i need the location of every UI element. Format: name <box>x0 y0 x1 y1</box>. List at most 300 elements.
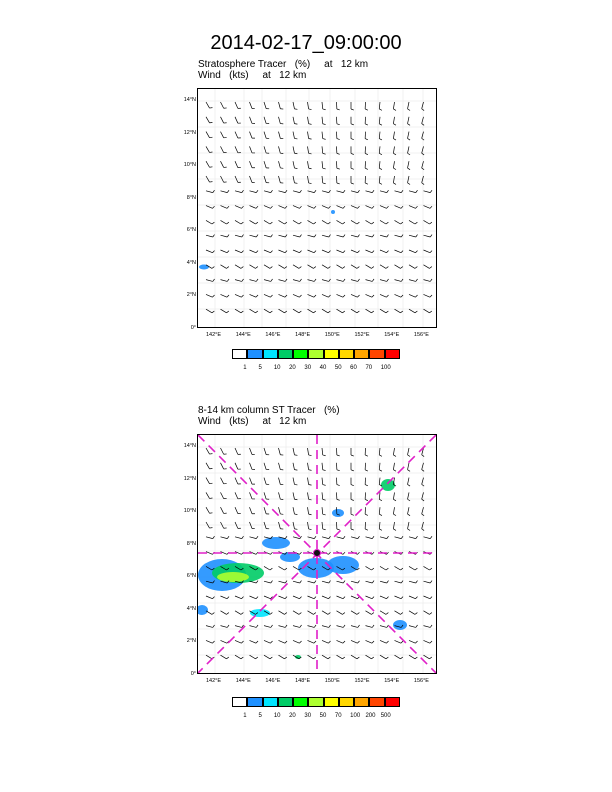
wind-barb <box>395 611 403 615</box>
wind-barb <box>337 206 346 209</box>
wind-barb <box>279 309 287 313</box>
wind-barb <box>366 190 375 192</box>
wind-barb <box>380 220 388 224</box>
wind-barb <box>264 250 273 253</box>
wind-barb <box>380 250 389 253</box>
wind-barb <box>395 655 403 659</box>
wind-barb <box>351 294 360 297</box>
wind-barb <box>235 640 244 643</box>
wind-barb <box>250 250 259 253</box>
wind-barb <box>221 279 230 281</box>
wind-barb <box>206 250 215 253</box>
wind-barb <box>235 132 241 138</box>
wind-barb <box>380 566 388 570</box>
tracer-patch <box>199 265 209 270</box>
wind-barb <box>206 536 215 538</box>
wind-barb <box>235 294 244 297</box>
wind-barb <box>322 640 331 643</box>
wind-barb <box>409 596 418 599</box>
colorbar-label: 30 <box>304 365 312 371</box>
wind-barb <box>365 146 368 154</box>
lon-tick-label: 154°E <box>384 678 400 684</box>
lat-tick-label: 12°N <box>183 475 196 482</box>
lon-tick-label: 144°E <box>235 678 251 684</box>
colorbar-label: 10 <box>273 713 281 719</box>
wind-barb <box>308 161 312 169</box>
wind-barb <box>206 102 212 108</box>
wind-barb <box>250 146 256 153</box>
wind-barb <box>322 235 331 237</box>
wind-barb <box>395 640 404 643</box>
wind-barb <box>365 478 368 486</box>
colorbar-swatch <box>278 349 293 359</box>
wind-barb <box>206 492 212 498</box>
wind-barb <box>206 611 214 615</box>
wind-barb <box>250 265 258 269</box>
wind-barb <box>393 176 396 184</box>
wind-barb <box>206 309 214 313</box>
colorbar-swatch <box>354 349 369 359</box>
colorbar-label: 50 <box>334 365 342 371</box>
wind-barb <box>365 161 368 169</box>
wind-barb <box>206 235 215 237</box>
wind-barb <box>366 294 375 297</box>
wind-barb <box>264 566 272 570</box>
wind-barb <box>279 478 284 485</box>
wind-barb <box>380 235 389 237</box>
wind-barb <box>293 596 302 599</box>
wind-barb <box>279 265 287 269</box>
wind-barb <box>221 132 227 138</box>
wind-barb <box>351 625 360 627</box>
colorbar-label: 1 <box>243 365 247 371</box>
wind-barb <box>379 522 382 530</box>
wind-barb <box>322 176 326 184</box>
colorbar-swatch <box>339 697 354 707</box>
colorbar-label: 20 <box>289 365 296 371</box>
wind-barb <box>206 507 212 513</box>
wind-barb <box>351 640 360 643</box>
wind-barb <box>322 522 326 530</box>
wind-barb <box>424 294 433 297</box>
wind-barb <box>366 536 375 538</box>
lat-tick-label: 12°N <box>183 129 196 136</box>
colorbar-label: 100 <box>350 713 361 719</box>
wind-barb <box>235 611 243 615</box>
wind-barb <box>279 492 284 499</box>
wind-barb <box>380 265 388 269</box>
wind-barb <box>293 507 297 514</box>
wind-barb <box>351 596 360 599</box>
wind-barb <box>293 220 301 224</box>
panel2-title-line2: Wind (kts) at 12 km <box>198 416 307 427</box>
wind-barb <box>264 478 269 485</box>
wind-barb <box>365 448 368 456</box>
wind-barb <box>322 309 330 313</box>
panel1-colorbar <box>232 349 400 359</box>
wind-barb <box>351 522 354 530</box>
wind-barb <box>409 640 418 643</box>
wind-barb <box>264 448 269 455</box>
wind-barb <box>351 235 360 237</box>
wind-barb <box>322 507 326 515</box>
wind-barb <box>206 206 215 209</box>
wind-barb <box>351 478 354 486</box>
panel1-map-svg <box>198 89 436 327</box>
wind-barb <box>264 279 273 281</box>
wind-barb <box>409 536 418 538</box>
wind-barb <box>250 176 256 183</box>
wind-barb <box>380 536 389 538</box>
colorbar-swatch <box>308 697 323 707</box>
wind-barb <box>221 655 229 659</box>
wind-barb <box>264 146 269 153</box>
wind-barb <box>337 265 345 269</box>
wind-barb <box>393 161 396 169</box>
wind-barb <box>409 250 418 253</box>
wind-barb <box>250 190 259 192</box>
wind-barb <box>409 265 417 269</box>
wind-barb <box>264 265 272 269</box>
wind-barb <box>250 522 256 529</box>
wind-barb <box>351 176 354 184</box>
wind-barb <box>379 117 382 125</box>
wind-barb <box>351 102 354 110</box>
wind-barb <box>250 492 256 499</box>
wind-barb <box>250 117 256 124</box>
wind-barb <box>351 463 354 471</box>
wind-barb <box>279 611 287 615</box>
lon-tick-label: 152°E <box>354 332 370 338</box>
wind-barb <box>424 250 433 253</box>
wind-barb <box>279 176 284 183</box>
wind-barb <box>264 463 269 470</box>
wind-barb <box>365 522 368 530</box>
wind-barb <box>322 132 326 140</box>
wind-barb <box>221 625 230 627</box>
colorbar-swatch <box>324 697 339 707</box>
wind-barb <box>322 190 331 192</box>
wind-barb <box>293 235 302 237</box>
wind-barb <box>235 655 243 659</box>
page-title: 2014-02-17_09:00:00 <box>210 32 402 54</box>
wind-barb <box>395 309 403 313</box>
wind-barb <box>395 235 404 237</box>
wind-barb <box>293 132 297 139</box>
wind-barb <box>308 463 312 471</box>
wind-barb <box>235 492 241 498</box>
colorbar-label: 70 <box>334 713 342 719</box>
colorbar-label: 40 <box>319 365 327 371</box>
wind-barb <box>322 250 331 253</box>
wind-barb <box>221 190 230 192</box>
wind-barb <box>393 132 396 140</box>
wind-barb <box>366 566 374 570</box>
colorbar-swatch <box>369 697 384 707</box>
wind-barb <box>250 536 259 538</box>
wind-barb <box>365 507 368 515</box>
wind-barb <box>351 448 354 456</box>
panel2-colorbar <box>232 697 400 707</box>
wind-barb <box>408 492 411 500</box>
lon-tick-label: 156°E <box>413 678 429 684</box>
wind-barb <box>395 536 404 538</box>
wind-barb <box>250 132 256 139</box>
wind-barb <box>322 478 326 486</box>
wind-barb <box>380 309 388 313</box>
wind-barb <box>409 566 417 570</box>
colorbar-swatch <box>339 349 354 359</box>
wind-barb <box>235 102 241 108</box>
wind-barb <box>235 265 243 269</box>
wind-barb <box>293 522 297 529</box>
wind-barb <box>264 655 272 659</box>
wind-barb <box>264 640 273 643</box>
wind-barb <box>293 250 302 253</box>
wind-barb <box>235 596 244 599</box>
wind-barb <box>351 250 360 253</box>
wind-barb <box>250 309 258 313</box>
colorbar-label: 200 <box>365 713 376 719</box>
wind-barb <box>250 294 259 297</box>
wind-barb <box>409 611 417 615</box>
wind-barb <box>264 507 269 514</box>
wind-barb <box>322 625 331 627</box>
wind-barb <box>322 596 331 599</box>
wind-barb <box>322 611 330 615</box>
wind-barb <box>366 581 375 583</box>
colorbar-label: 60 <box>350 365 357 371</box>
wind-barb <box>380 581 389 583</box>
wind-barb <box>409 294 418 297</box>
lat-tick-label: 8°N <box>186 194 196 201</box>
wind-barb <box>264 522 269 529</box>
wind-barb <box>424 309 432 313</box>
wind-barb <box>235 279 244 281</box>
wind-barb <box>279 146 284 153</box>
wind-barb <box>337 294 346 297</box>
wind-barb <box>322 117 326 125</box>
wind-barb <box>380 596 389 599</box>
wind-barb <box>293 611 301 615</box>
wind-barb <box>424 279 433 281</box>
wind-barb <box>337 536 346 538</box>
wind-barb <box>235 117 241 123</box>
wind-barb <box>221 161 227 167</box>
colorbar-swatch <box>385 349 400 359</box>
wind-barb <box>293 265 301 269</box>
wind-barb <box>250 655 258 659</box>
wind-barb <box>264 117 269 124</box>
colorbar-swatch <box>308 349 323 359</box>
wind-barb <box>337 463 340 471</box>
wind-barb <box>264 581 273 583</box>
wind-barb <box>395 566 403 570</box>
wind-barb <box>322 448 326 456</box>
wind-barb <box>293 581 302 583</box>
wind-barb <box>366 309 374 313</box>
wind-barb <box>409 206 418 209</box>
wind-barb <box>250 625 259 627</box>
colorbar-swatch <box>369 349 384 359</box>
wind-barb <box>322 279 331 281</box>
wind-barb <box>380 611 388 615</box>
lat-tick-label: 2°N <box>186 292 196 298</box>
wind-barb <box>424 206 433 209</box>
wind-barb <box>279 655 287 659</box>
wind-barb <box>221 611 229 615</box>
wind-barb <box>424 625 433 627</box>
wind-barb <box>235 507 241 513</box>
lon-tick-label: 146°E <box>265 678 281 684</box>
wind-barb <box>380 190 389 192</box>
colorbar-swatch <box>247 697 262 707</box>
wind-barb <box>308 522 312 530</box>
colorbar-label: 5 <box>258 365 262 371</box>
lat-tick-label: 0° <box>190 670 196 677</box>
lon-tick-label: 154°E <box>384 332 400 338</box>
wind-barb <box>379 146 382 154</box>
wind-barb <box>393 448 396 456</box>
wind-barb <box>221 463 227 469</box>
wind-barb <box>235 220 243 224</box>
wind-barb <box>395 265 403 269</box>
wind-barb <box>322 294 331 297</box>
wind-barb <box>264 132 269 139</box>
wind-barb <box>337 220 345 224</box>
wind-barb <box>409 655 417 659</box>
wind-barb <box>293 117 297 124</box>
tracer-patch <box>331 210 335 214</box>
wind-barb <box>337 655 345 659</box>
wind-barb <box>408 117 411 125</box>
wind-barb <box>351 117 354 125</box>
wind-barb <box>293 161 297 168</box>
wind-barb <box>206 190 215 192</box>
wind-barb <box>366 279 375 281</box>
wind-barb <box>337 611 345 615</box>
wind-barb <box>424 566 432 570</box>
wind-barb <box>380 294 389 297</box>
wind-barb <box>235 146 241 152</box>
wind-barb <box>250 478 256 485</box>
wind-barb <box>250 206 259 209</box>
wind-barb <box>424 640 433 643</box>
wind-barb <box>424 611 432 615</box>
wind-barb <box>250 220 258 224</box>
wind-barb <box>408 522 411 530</box>
colorbar-label: 1 <box>243 713 247 719</box>
wind-barb <box>221 536 230 538</box>
wind-barb <box>206 596 215 599</box>
wind-barb <box>279 507 284 514</box>
wind-barb <box>365 132 368 140</box>
wind-barb <box>366 625 375 627</box>
colorbar-swatch <box>263 697 278 707</box>
wind-barb <box>264 102 269 109</box>
colorbar-swatch <box>324 349 339 359</box>
wind-barb <box>408 507 411 515</box>
colorbar-swatch <box>293 697 308 707</box>
lat-tick-label: 0° <box>190 324 196 331</box>
lat-tick-label: 8°N <box>186 540 196 547</box>
wind-barb <box>366 250 375 253</box>
wind-barb <box>250 235 259 237</box>
wind-barb <box>250 507 256 514</box>
wind-barb <box>279 117 284 124</box>
wind-barb <box>337 640 346 643</box>
wind-barb <box>235 250 244 253</box>
colorbar-label: 5 <box>258 713 262 719</box>
wind-barb <box>279 132 284 139</box>
lon-tick-label: 152°E <box>354 678 370 684</box>
wind-barb <box>395 250 404 253</box>
wind-barb <box>221 220 229 224</box>
wind-barb <box>308 448 312 456</box>
colorbar-label: 10 <box>273 365 281 371</box>
wind-barb <box>206 146 212 152</box>
colorbar-label: 20 <box>289 713 296 719</box>
lon-tick-label: 142°E <box>206 332 222 338</box>
wind-barb <box>221 596 230 599</box>
wind-barb <box>264 309 272 313</box>
wind-barb <box>337 279 346 281</box>
wind-barb <box>393 146 396 154</box>
wind-barb <box>351 279 360 281</box>
wind-barb <box>322 655 330 659</box>
wind-barb <box>235 206 244 209</box>
wind-barb <box>293 640 302 643</box>
wind-barb <box>408 161 411 169</box>
wind-barb <box>365 117 368 125</box>
wind-barb <box>221 507 227 513</box>
wind-barb <box>264 176 269 183</box>
wind-barb <box>250 596 259 599</box>
wind-barb <box>351 206 360 209</box>
wind-barb <box>337 161 340 169</box>
wind-barb <box>250 448 256 455</box>
colorbar-swatch <box>232 349 247 359</box>
panel2-map <box>197 434 437 674</box>
tracer-patch <box>327 556 359 574</box>
wind-barb <box>424 190 433 192</box>
wind-barb <box>221 117 227 123</box>
wind-barb <box>365 492 368 500</box>
wind-barb <box>409 309 417 313</box>
wind-barb <box>337 478 340 486</box>
wind-barb <box>308 478 312 486</box>
wind-barb <box>393 507 396 515</box>
wind-barb <box>264 596 273 599</box>
wind-barb <box>409 581 418 583</box>
wind-barb <box>308 102 312 110</box>
wind-barb <box>250 161 256 168</box>
wind-barb <box>366 235 375 237</box>
lon-tick-label: 142°E <box>206 678 222 684</box>
wind-barb <box>322 536 331 538</box>
wind-barb <box>206 294 215 297</box>
wind-barb <box>206 625 215 627</box>
wind-barb <box>337 522 340 530</box>
wind-barb <box>206 132 212 138</box>
wind-barb <box>322 581 331 583</box>
wind-barb <box>322 161 326 169</box>
wind-barb <box>351 507 354 515</box>
wind-barb <box>393 492 396 500</box>
lon-tick-label: 144°E <box>235 332 251 338</box>
wind-barb <box>395 220 403 224</box>
wind-barb <box>337 190 346 192</box>
